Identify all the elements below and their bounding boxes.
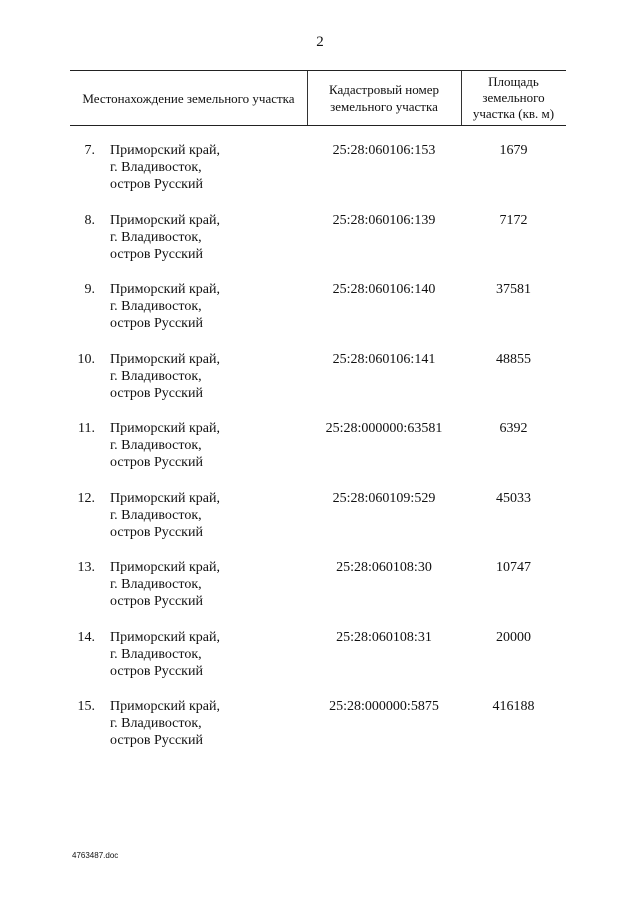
location-line: Приморский край, bbox=[110, 143, 220, 158]
location-line: Приморский край, bbox=[110, 699, 220, 714]
table-row bbox=[70, 212, 566, 282]
row-area: 416188 bbox=[492, 699, 535, 714]
header-area: Площадь земельного участка (кв. м) bbox=[472, 74, 555, 121]
row-cadastral-number: 25:28:060106:153 bbox=[332, 143, 436, 158]
location-line: остров Русский bbox=[110, 733, 203, 748]
row-area: 37581 bbox=[496, 282, 531, 297]
row-area: 45033 bbox=[496, 490, 531, 506]
location-line: остров Русский bbox=[110, 663, 203, 679]
location-line: г. Владивосток, bbox=[110, 507, 202, 523]
location-line: Приморский край, bbox=[110, 212, 220, 228]
table-row bbox=[70, 490, 566, 560]
table-row bbox=[70, 351, 566, 421]
row-number: 8. bbox=[84, 212, 95, 228]
document-reference: 4763487.doc bbox=[72, 851, 119, 860]
row-cadastral-number: 25:28:060108:30 bbox=[336, 560, 432, 575]
header-cadastral-number: Кадастровый номер земельного участка bbox=[328, 82, 440, 114]
row-location bbox=[110, 559, 300, 610]
row-number: 13. bbox=[77, 560, 95, 575]
table-body bbox=[70, 142, 566, 768]
table-row bbox=[70, 281, 566, 351]
location-line: Приморский край, bbox=[110, 421, 220, 436]
table-header bbox=[70, 70, 566, 126]
location-line: г. Владивосток, bbox=[110, 577, 202, 592]
row-cadastral-number: 25:28:060106:140 bbox=[332, 282, 436, 297]
row-number: 12. bbox=[77, 490, 95, 506]
location-line: г. Владивосток, bbox=[110, 229, 202, 245]
location-line: остров Русский bbox=[110, 455, 203, 470]
location-line: г. Владивосток, bbox=[110, 368, 202, 384]
row-location bbox=[110, 420, 300, 471]
header-location: Местонахождение земельного участка bbox=[82, 90, 295, 106]
row-area: 1679 bbox=[499, 143, 528, 158]
location-line: г. Владивосток, bbox=[110, 160, 202, 175]
row-number: 11. bbox=[78, 421, 95, 436]
row-number: 15. bbox=[77, 699, 95, 714]
row-location bbox=[110, 351, 300, 402]
location-line: г. Владивосток, bbox=[110, 299, 202, 314]
row-cadastral-number: 25:28:000000:63581 bbox=[325, 421, 443, 436]
table-row bbox=[70, 559, 566, 629]
location-line: Приморский край, bbox=[110, 629, 220, 645]
row-area: 48855 bbox=[496, 351, 531, 367]
location-line: Приморский край, bbox=[110, 282, 220, 297]
row-area: 6392 bbox=[499, 421, 528, 436]
location-line: остров Русский bbox=[110, 524, 203, 540]
row-cadastral-number: 25:28:060106:141 bbox=[332, 351, 436, 367]
table-row bbox=[70, 698, 566, 768]
row-number: 10. bbox=[77, 351, 95, 367]
location-line: г. Владивосток, bbox=[110, 438, 202, 453]
row-location bbox=[110, 698, 300, 749]
row-location bbox=[110, 629, 300, 680]
location-line: остров Русский bbox=[110, 246, 203, 262]
location-line: остров Русский bbox=[110, 177, 203, 192]
row-location bbox=[110, 212, 300, 263]
location-line: Приморский край, bbox=[110, 490, 220, 506]
row-location bbox=[110, 490, 300, 541]
page-number: 2 bbox=[316, 34, 324, 50]
row-number: 14. bbox=[77, 629, 95, 645]
location-line: остров Русский bbox=[110, 316, 203, 331]
row-location bbox=[110, 142, 300, 193]
table-row bbox=[70, 142, 566, 212]
row-number: 9. bbox=[84, 282, 95, 297]
row-cadastral-number: 25:28:060108:31 bbox=[336, 629, 432, 645]
row-location bbox=[110, 281, 300, 332]
land-plots-table bbox=[70, 70, 566, 748]
table-row bbox=[70, 629, 566, 699]
row-area: 7172 bbox=[499, 212, 528, 228]
location-line: Приморский край, bbox=[110, 351, 220, 367]
location-line: Приморский край, bbox=[110, 560, 220, 575]
row-area: 20000 bbox=[496, 629, 531, 645]
row-cadastral-number: 25:28:060106:139 bbox=[332, 212, 436, 228]
table-row bbox=[70, 420, 566, 490]
row-cadastral-number: 25:28:000000:5875 bbox=[329, 699, 439, 714]
row-cadastral-number: 25:28:060109:529 bbox=[332, 490, 436, 506]
location-line: г. Владивосток, bbox=[110, 646, 202, 662]
location-line: г. Владивосток, bbox=[110, 716, 202, 731]
location-line: остров Русский bbox=[110, 385, 203, 401]
row-number: 7. bbox=[84, 143, 95, 158]
location-line: остров Русский bbox=[110, 594, 203, 609]
row-area: 10747 bbox=[496, 560, 531, 575]
